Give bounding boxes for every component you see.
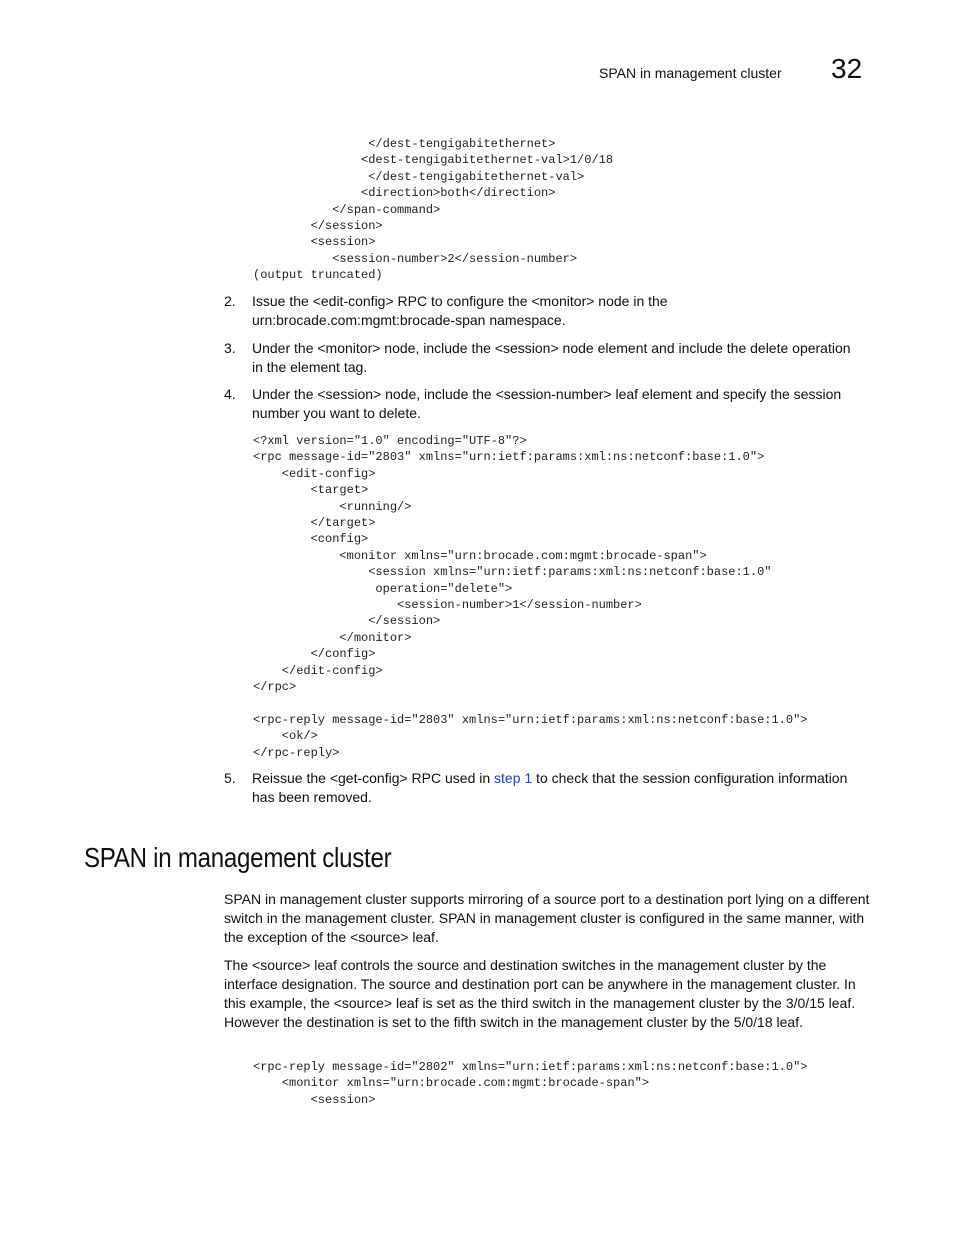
step-text-after: to check that the session configuration information has been removed. <box>252 770 848 805</box>
step-number: 5. <box>224 770 236 786</box>
step-text: Under the <monitor> node, include the <session> node element and include the delete operation in the element tag. <box>252 340 851 375</box>
code-block-rpc-reply-monitor: <rpc-reply message-id="2802" xmlns="urn:ietf:params:xml:ns:netconf:base:1.0"> <monitor xmlns="urn:brocade.com:mgmt:brocade-span"> <session> <box>253 1060 808 1107</box>
step-number: 4. <box>224 386 236 402</box>
step-text: Issue the <edit-config> RPC to configure the <monitor> node in the urn:brocade.com:mgmt:brocade-span namespace. <box>252 293 668 328</box>
section-paragraph-1: SPAN in management cluster supports mirroring of a source port to a destination port lying on a different switch in the management cluster. SPAN in management cluster is configured in the same manner, with the exception of the <source> leaf. <box>224 891 870 945</box>
step-number: 2. <box>224 293 236 309</box>
section-heading: SPAN in management cluster <box>84 842 392 873</box>
step-text: Under the <session> node, include the <session-number> leaf element and specify the session number you want to delete. <box>252 386 842 421</box>
chapter-number: 32 <box>831 53 863 84</box>
step-text <box>252 769 852 807</box>
step-1-link[interactable]: step 1 <box>494 770 533 786</box>
step-text-before: Reissue the <get-config> RPC used in <box>252 770 495 786</box>
section-paragraph-2: The <source> leaf controls the source and destination switches in the management cluster by the interface designation. The source and destination port can be anywhere in the management cluster. In this example, the <source> leaf is set as the third switch in the management cluster by the 3/0/15 leaf. However the destination is set to the fifth switch in the management cluster by the 5/0/18 leaf. <box>224 957 856 1030</box>
code-block-session-tail: </dest-tengigabitethernet> <dest-tengigabitethernet-val>1/0/18 </dest-tengigabitethernet-val> <direction>both</direction> </span-command> </session> <session> <session-number>2</session-number> (output truncated) <box>253 137 614 283</box>
running-head: SPAN in management cluster <box>599 65 782 81</box>
code-block-edit-config-delete: <?xml version="1.0" encoding="UTF-8"?> <rpc message-id="2803" xmlns="urn:ietf:params:xml:ns:netconf:base:1.0"> <edit-config> <target> <running/> </target> <config> <monitor xmlns="urn:brocade.com:mgmt:brocade-span"> <session xmlns="urn:ietf:params:xml:ns:netconf:base:1.0" operation="delete"> <session-number>1</session-number> </session> </monitor> </config> </edit-config> </rpc> <rpc-reply message-id="2803" xmlns="urn:ietf:params:xml:ns:netconf:base:1.0"> <ok/> </rpc-reply> <box>253 434 808 760</box>
step-number: 3. <box>224 340 236 356</box>
